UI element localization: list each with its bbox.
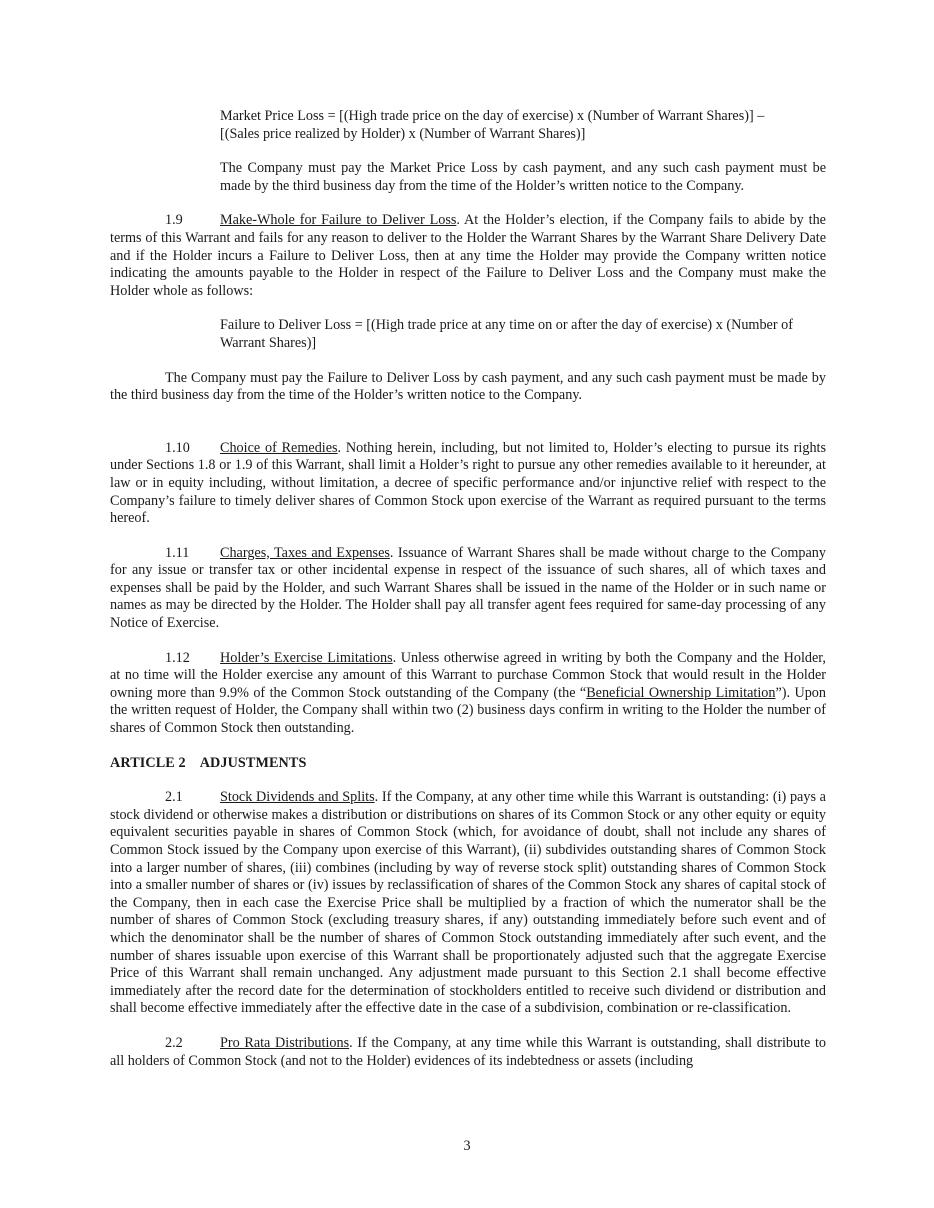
section-number: 1.12 [165, 649, 190, 666]
market-price-loss-formula [110, 108, 826, 143]
section-2-2 [110, 1035, 826, 1070]
section-body: . At the Holder’s election, if the Company fails to abide by the terms of this Warrant and fails for any reason to deliver to the Holder the Warrant Shares by the Warrant Share Delivery Date and if the Holder incurs a Failure to Deliver Loss, then at any time the Holder may provide the Company written notice indicating the amounts payable to the Holder in respect of the Failure to Deliver Loss and the Company must make the Holder whole as follows: [110, 212, 826, 299]
section-body-continued: ”). Upon the written request of Holder, the Company shall within two (2) business days confirm in writing to the Holder the number of shares of Common Stock then outstanding. [110, 684, 826, 737]
market-payment-paragraph: The Company must pay the Market Price Loss by cash payment, and any such cash payment must be made by the third business day from the time of the Holder’s written notice to the Company. [220, 160, 826, 194]
section-title: Pro Rata Distributions [220, 1034, 350, 1051]
formula-line-2: [(Sales price realized by Holder) x (Number of Warrant Shares)] [220, 125, 586, 142]
section-title: Stock Dividends and Splits [220, 789, 375, 806]
section-body: . Unless otherwise agreed in writing by both the Company and the Holder, at no time will the Holder exercise any amount of this Warrant to purchase Common Stock that would result in the Holder owning more than 9.9% of the Common Stock outstanding of the Company (the “ [110, 649, 826, 701]
section-title: Choice of Remedies [220, 439, 338, 456]
article-label: ARTICLE 2 [110, 754, 186, 771]
section-title: Holder’s Exercise Limitations [220, 649, 393, 666]
page-number: 3 [463, 1138, 471, 1154]
deliver-payment-paragraph: The Company must pay the Failure to Deliver Loss by cash payment, and any such cash payment must be made by the third business day from the time of the Holder’s written notice to the Company. [110, 369, 826, 404]
section-title: Charges, Taxes and Expenses [220, 544, 390, 561]
section-number: 1.10 [165, 439, 190, 456]
section-number: 1.9 [165, 212, 183, 229]
section-2-1 [110, 789, 826, 1018]
formula-line-1: Market Price Loss = [(High trade price on the day of exercise) x (Number of Warrant Shares)] – [220, 108, 765, 124]
failure-to-deliver-formula: Failure to Deliver Loss = [(High trade price at any time on or after the day of exercise) x (Number of Warrant Shares)] [220, 317, 793, 351]
defined-term: Beneficial Ownership Limitation [586, 684, 776, 701]
section-body: . If the Company, at any time while this Warrant is outstanding, shall distribute to all holders of Common Stock (and not to the Holder) evidences of its indebtedness or assets (including [110, 1034, 826, 1069]
section-number: 2.1 [165, 789, 183, 806]
section-1-10 [110, 440, 826, 528]
section-number: 1.11 [165, 544, 190, 561]
article-title: ADJUSTMENTS [199, 754, 307, 771]
section-body: . If the Company, at any other time while this Warrant is outstanding: (i) pays a stock dividend or otherwise makes a distribution or distributions on shares of its Common Stock or any other equity or equity equivalent securities payable in shares of Common Stock (which, for avoidance of doubt, shall not include any shares of Common Stock issued by the Company upon exercise of this Warrant), (ii) subdivides outstanding shares of Common Stock into a larger number of shares, (iii) combines (including by way of reverse stock split) outstanding shares of Common Stock into a smaller number of shares or (iv) issues by reclassification of shares of the Common Stock any shares of capital stock of the Company, then in each case the Exercise Price shall be multiplied by a fraction of which the numerator shall be the number of shares of Common Stock (excluding treasury shares, if any) outstanding immediately before such event and of which the denominator shall be the number of shares of Common Stock outstanding immediately after such event, and the number of shares issuable upon exercise of this Warrant shall be proportionately adjusted such that the aggregate Exercise Price of this Warrant shall remain unchanged. Any adjustment made pursuant to this Section 2.1 shall become effective immediately after the record date for the determination of stockholders entitled to receive such dividend or distribution and shall become effective immediately after the effective date in the case of a subdivision, combination or re-classification. [110, 789, 826, 1017]
section-number: 2.2 [165, 1034, 183, 1051]
section-1-12 [110, 650, 826, 738]
section-1-9 [110, 212, 826, 300]
article-2-heading [110, 755, 826, 773]
section-body: . Issuance of Warrant Shares shall be made without charge to the Company for any issue or transfer tax or other incidental expense in respect of the issuance of such shares, all of which taxes and expenses shall be paid by the Holder, and such Warrant Shares shall be issued in the name of the Holder or in such name or names as may be directed by the Holder. The Holder shall pay all transfer agent fees required for same-day processing of any Notice of Exercise. [110, 544, 826, 632]
section-body: . Nothing herein, including, but not limited to, Holder’s electing to pursue its rights under Sections 1.8 or 1.9 of this Warrant, shall limit a Holder’s right to pursue any other remedies available to it hereunder, at law or in equity including, without limitation, a decree of specific performance and/or injunctive relief with respect to the Company’s failure to timely deliver shares of Common Stock upon exercise of the Warrant as required pursuant to the terms hereof. [110, 439, 826, 527]
section-title: Make-Whole for Failure to Deliver Loss [220, 212, 457, 229]
document-page [110, 108, 826, 1070]
section-1-11 [110, 545, 826, 633]
